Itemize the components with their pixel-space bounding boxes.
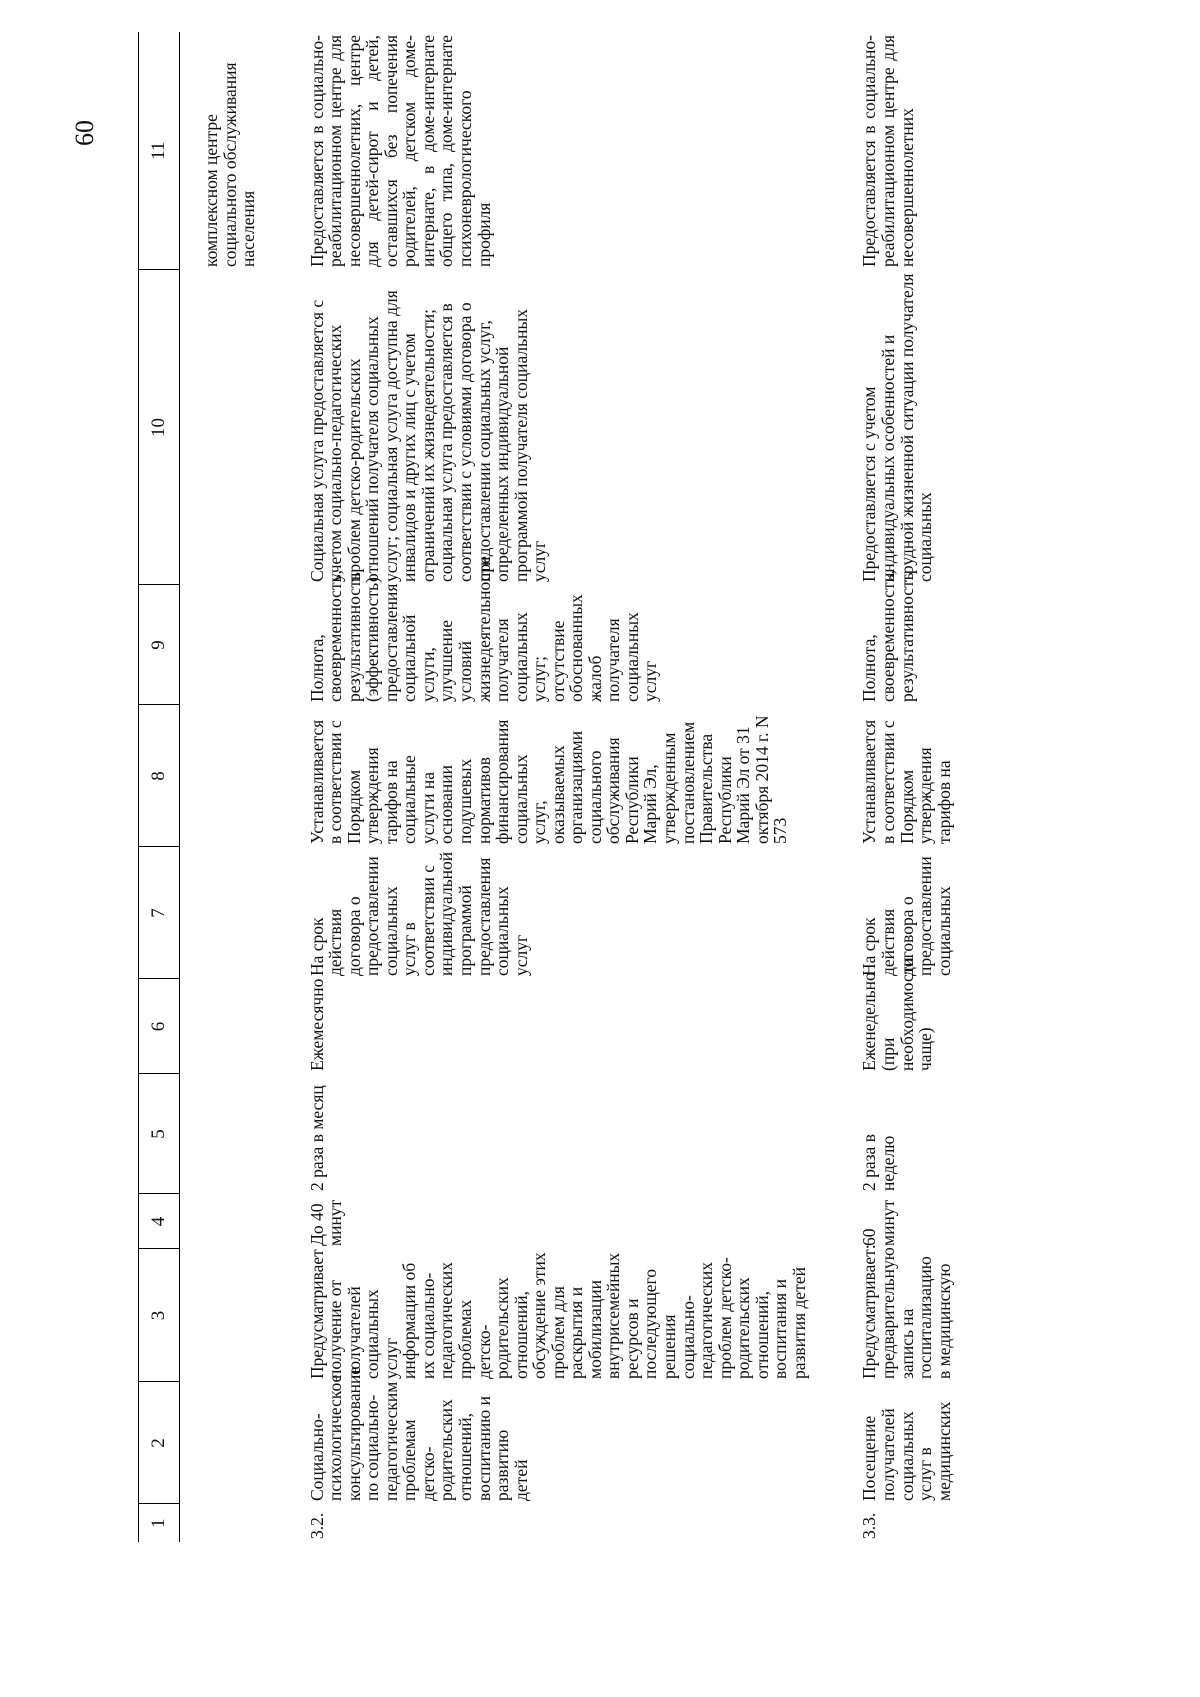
cell-name: Социально-психологическое консультирование по социально-педагогическим проблемам детско-родительских отношений, воспитанию и развитию детей <box>306 1366 531 1501</box>
cell-num: 3.3. <box>859 1512 880 1539</box>
cell-term: На срок действия договора о предоставлении социальных услуг в соответствии с индивидуальной программой предоставления социальных услуг <box>306 851 531 976</box>
cell-conditions: Социальная услуга предоставляется с учетом социально-педагогических проблем детско-родительских отношений получателя социальных услуг; социальная услуга доступна для инвалидов и других лиц с учетом ограничений их жизнедеятельности; социальная услуга предоставляется в соответствии с условиями договора о предоставлении социальных услуг, определенных индивидуальной программой получателя социальных услуг <box>306 290 550 582</box>
col-header-9: 9 <box>139 585 180 705</box>
cell-periodicity: Еженедельно (при необходимости чаще) <box>859 957 936 1071</box>
table-row <box>258 32 809 1542</box>
cell-criteria <box>180 585 258 705</box>
cell-periodicity <box>180 979 258 1074</box>
cell-duration: 60 минут <box>859 1199 898 1246</box>
cell-volume: 2 раза в месяц <box>306 1085 327 1191</box>
cell-criteria: Полнота, своевременность, результативность (эффективность) предоставления социальной услуги, улучшение условий жизнедеятельности получателя социальных услуг; отсутствие обоснованных жалоб получателя социальных услуг <box>306 556 661 702</box>
cell-num <box>180 1504 258 1542</box>
rotated-table-wrapper <box>138 32 1188 1542</box>
cell-tariff: Устанавливается в соответствии с Порядком утверждения тарифов на социальные услуги на основании подушевых нормативов финансирования социальных услуг, оказываемых организациями социального обслуживания Республики Марий Эл, утвержденным постановлением Правительства Республики Марий Эл от 31 октября 2014 г. N 573 <box>306 715 791 844</box>
cell-duration <box>180 1194 258 1249</box>
col-header-5: 5 <box>139 1074 180 1194</box>
cell-name <box>180 1382 258 1504</box>
cell-name: Посещение получателей социальных услуг в медицинских <box>859 1401 954 1501</box>
cell-volume: 2 раза в неделю <box>859 1134 898 1191</box>
cell-criteria: Полнота, своевременность, результативность <box>859 570 917 702</box>
cell-volume <box>180 1074 258 1194</box>
cell-conditions: Предоставляется с учетом индивидуальных особенностей и трудной жизненной ситуации получателя социальных <box>859 273 936 582</box>
cell-content: Предусматривает: предварительную запись на госпитализацию в медицинскую <box>859 1244 954 1379</box>
col-header-11: 11 <box>139 32 180 270</box>
col-header-1: 1 <box>139 1504 180 1542</box>
cell-provider: комплексном центре социального обслуживания населения <box>201 62 259 267</box>
col-header-7: 7 <box>139 847 180 979</box>
table-row <box>808 32 953 1542</box>
col-header-2: 2 <box>139 1382 180 1504</box>
table-row <box>180 32 258 1542</box>
header-row <box>139 32 180 1542</box>
cell-term <box>180 847 258 979</box>
cell-tariff: Устанавливается в соответствии с Порядком утверждения тарифов на <box>859 719 954 844</box>
col-header-6: 6 <box>139 979 180 1074</box>
cell-content <box>180 1249 258 1382</box>
cell-term: На срок действия договора о предоставлении социальных <box>859 856 954 976</box>
page-number: 60 <box>70 120 99 146</box>
services-table <box>138 32 953 1542</box>
cell-periodicity: Ежемесячно <box>306 978 327 1071</box>
cell-num: 3.2. <box>306 1512 327 1539</box>
cell-tariff <box>180 705 258 847</box>
col-header-8: 8 <box>139 705 180 847</box>
cell-provider: Предоставляется в социально-реабилитационном центре для несовершеннолетних, центре для детей-сирот и детей, оставшихся без попечения родителей, детском доме-интернате, в доме-интернате общего типа, доме-интернате психоневрологического профиля <box>306 35 494 267</box>
col-header-3: 3 <box>139 1249 180 1382</box>
cell-provider: Предоставляется в социально-реабилитационном центре для несовершеннолетних <box>859 35 917 267</box>
col-header-4: 4 <box>139 1194 180 1249</box>
cell-content: Предусматривает получение от получателей социальных услуг информации об их социально-педагогических проблемах детско-родительских отношений, обсуждение этих проблем для раскрытия и мобилизации внутрисемейных ресурсов и последующего решения социально-педагогических проблем детско-родительских отношений, воспитания и развития детей <box>306 1249 809 1379</box>
cell-duration: До 40 минут <box>306 1199 346 1246</box>
cell-conditions <box>180 270 258 585</box>
col-header-10: 10 <box>139 270 180 585</box>
